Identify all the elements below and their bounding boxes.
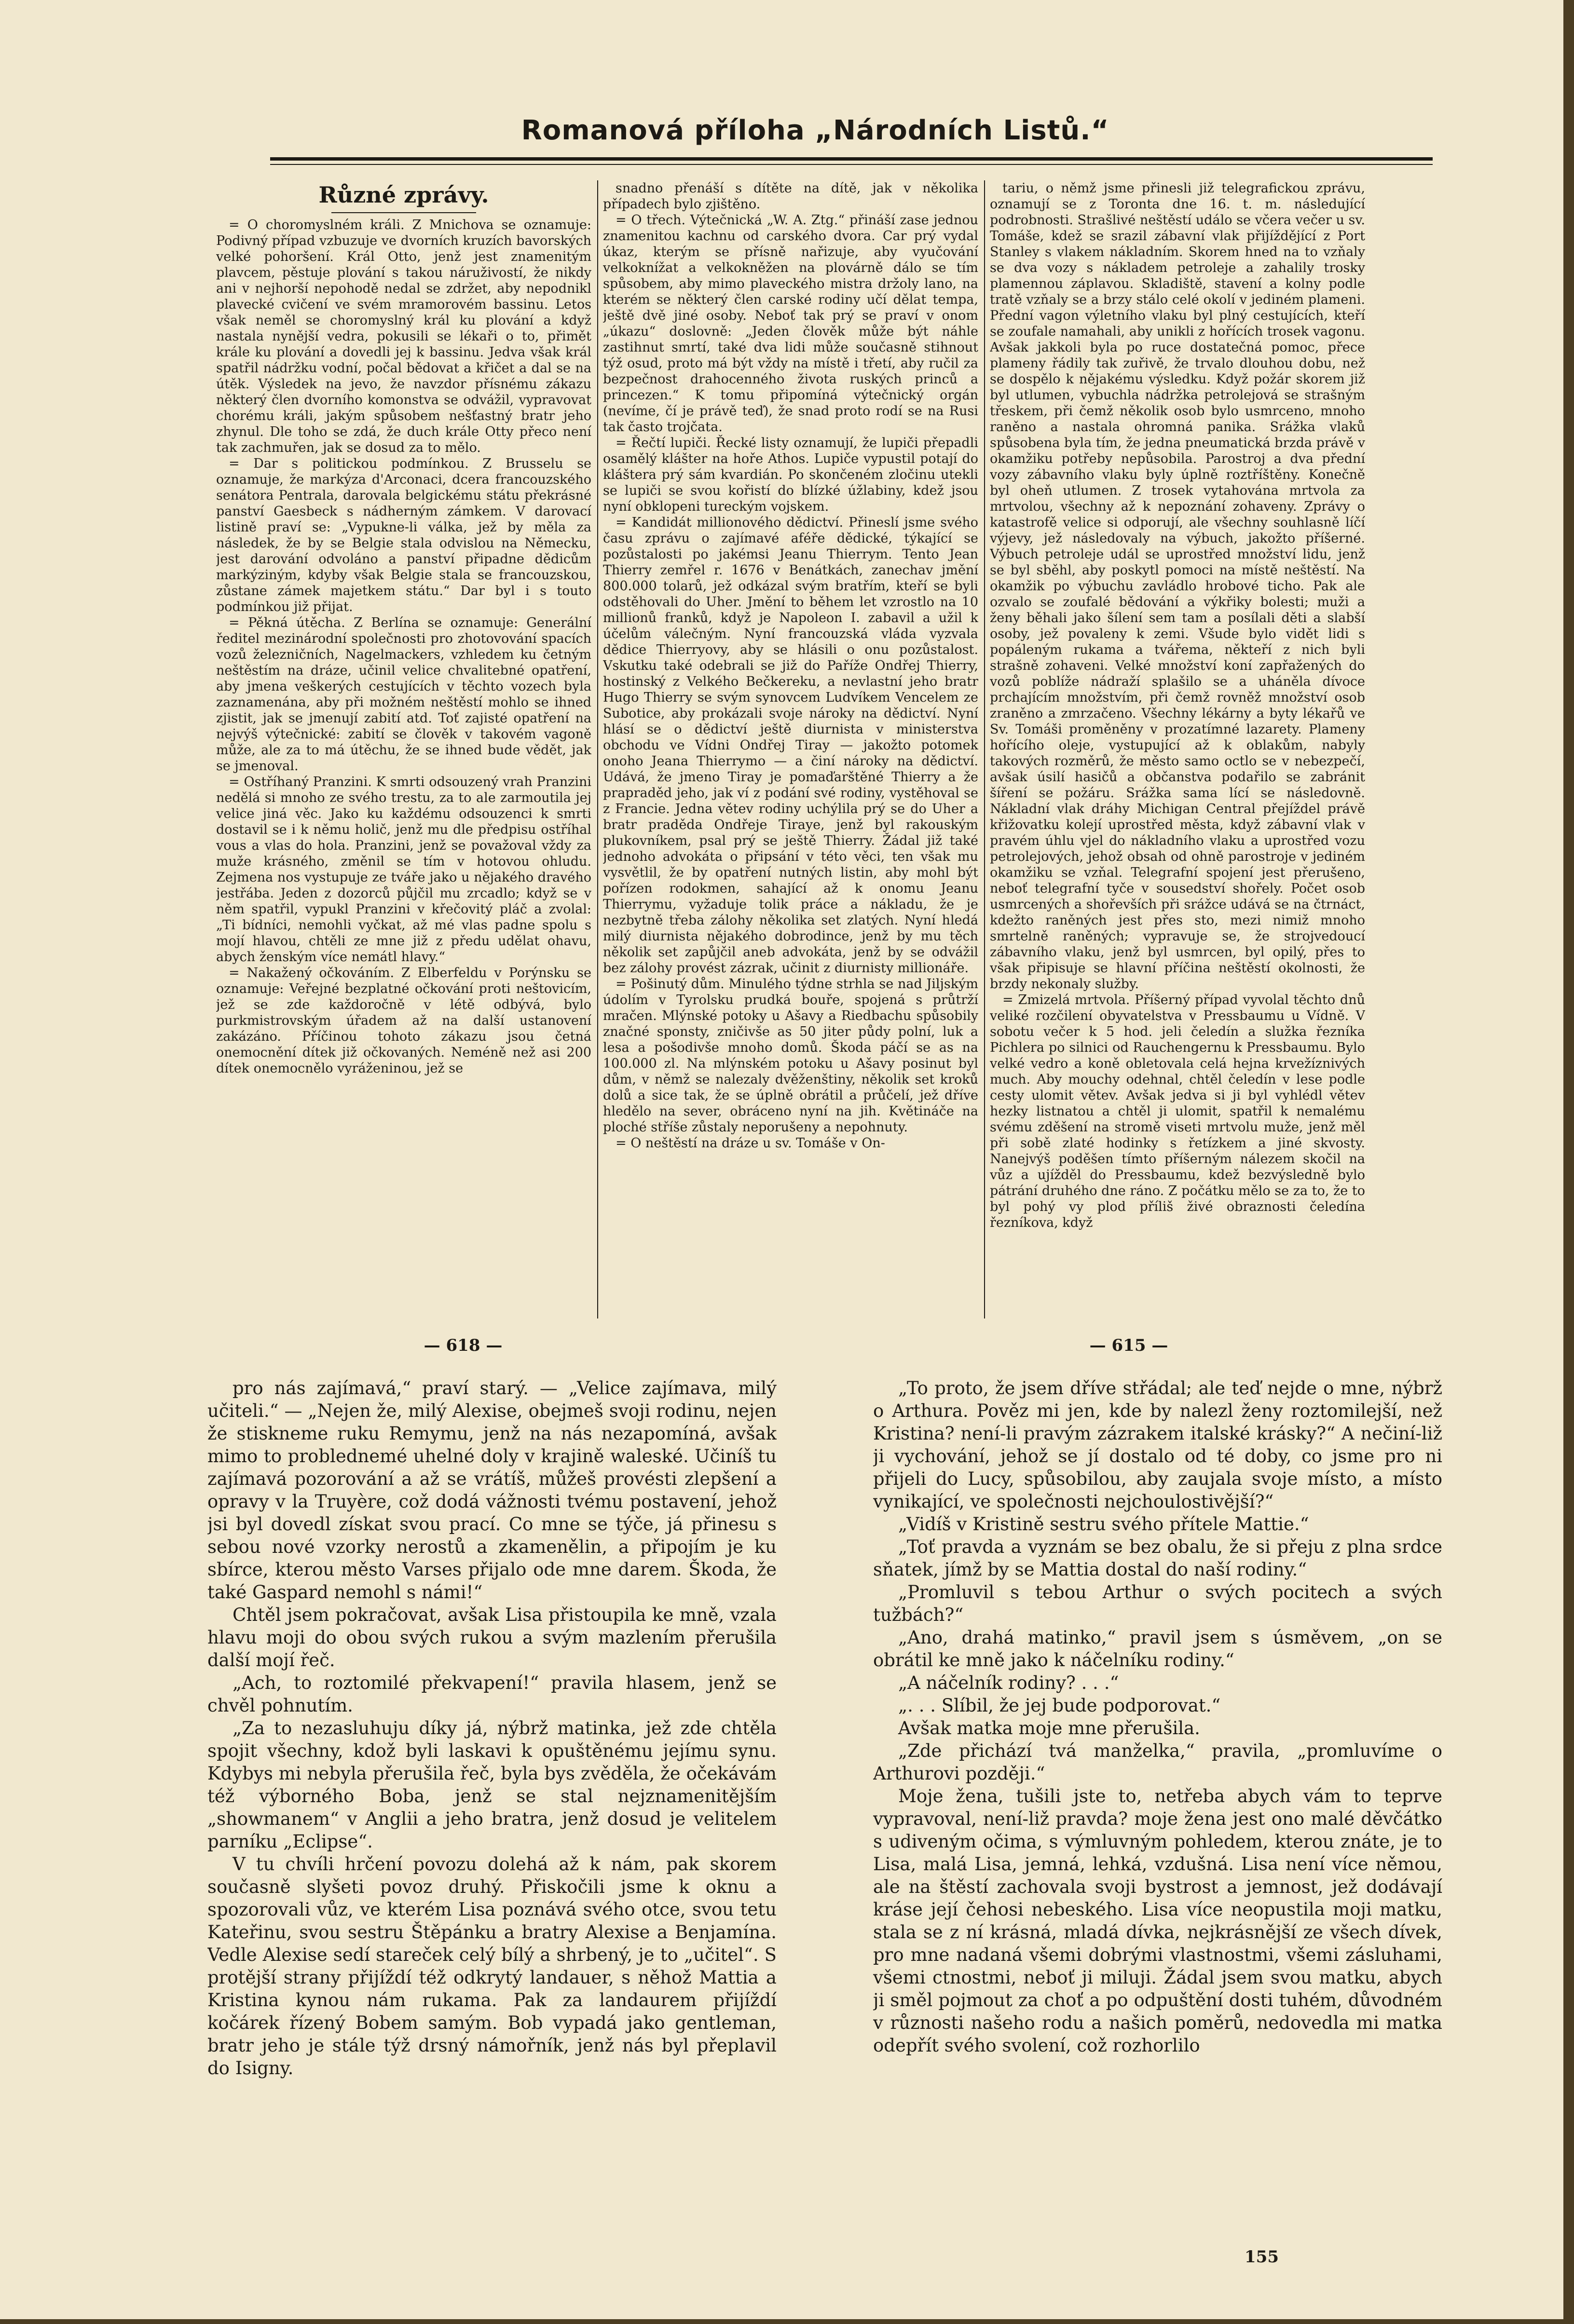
page-edge-right	[1563, 0, 1574, 2324]
page-edge-bottom	[0, 2319, 1574, 2324]
story-paragraph: Chtěl jsem pokračovat, avšak Lisa přistoupila ke mně, vzala hlavu moji do obou svých rukou a svým mazlením přerušila další mojí řeč.	[207, 1604, 777, 1671]
news-item: = Dar s politickou podmínkou. Z Brusselu se oznamuje, že markýza d'Arconaci, dcera francouzského senátora Pentrala, darovala belgickému státu překrásné panství Gaesbeck s nádherným zámkem. V darovací listině praví se: „Vypukne-li válka, jež by měla za následek, že by se Belgie stala odvislou na Německu, jest darování odvoláno a panství připadne dědicům markýziným, kdyby však Belgie stala se francouzskou, zůstane zámek majetkem státu.“ Dar byl i s touto podmínkou již přijat.	[216, 456, 591, 614]
news-column-3	[990, 180, 1365, 1318]
story-paragraph: „Ano, drahá matinko,“ pravil jsem s úsměvem, „on se obrátil ke mně jako k náčelníku rodiny.“	[873, 1627, 1442, 1671]
news-item: = Pěkná útěcha. Z Berlína se oznamuje: Generální ředitel mezinárodní společnosti pro zhotovování spacích vozů železničních, Nagelmackers, vzhledem ku četným neštěstím na dráze, učinil velice chvalitebné opatření, aby jmena veškerých cestujících v těchto vozech byla zaznamenána, aby při možném neštěstí mohlo se ihned zjistit, jak se jmenují zabití atd. Toť zajisté opatření na nejvýš výtečnické: zabití se člověk v takovém vagoně může, ale za to má útěchu, že se ihned bude vědět, jak se jmenoval.	[216, 615, 591, 774]
news-item: = Kandidát millionového dědictví. Přineslí jsme svého času zprávu o zajímavé aféře dědické, týkající se pozůstalosti po jakémsi Jeanu Thierrym. Tento Jean Thierry zemřel r. 1676 v Benátkách, zanechav jmění 800.000 tolarů, jež odkázal svým bratřím, kteří se byli odstěhovali do Uher. Jmění to během let vzrostlo na 10 millionů franků, když je Napoleon I. zabavil a užil k účelům válečným. Nyní francouzská vláda vyzvala dědice Thierryovy, aby se hlásili o onu pozůstalost. Vskutku také odebrali se již do Paříže Ondřej Thierry, hostinský z Velkého Bečkereku, a nevlastní jeho bratr Hugo Thierry se svým synovcem Ludvíkem Vencelem ze Subotice, aby prokázali svoje nároky na dědictví. Nyní hlásí se o dědictví ještě diurnista v ministerstva obchodu ve Vídni Ondřej Tiray — jakožto potomek onoho Jeana Thierrymo — a činí nároky na dědictví. Udává, že jmeno Tiray je pomaďarštěné Thierry a že prapraděd jeho, jak ví z podání své rodiny, vystěhoval se z Francie. Jedna větev rodiny uchýlila prý se do Uher a bratr praděda Ondřeje Tiraye, jenž byl rakouským plukovníkem, psal prý se ještě Thierry. Žádal již také jednoho advokáta o připsání v této věci, ten však mu vysvětlil, že by opatření nutných listin, aby mohl být pořízen rodokmen, sahající až k onomu Jeanu Thierrymu, vyžaduje tolik práce a nákladu, že je nezbytně třeba zálohy několika set zlatých. Nyní hledá milý diurnista nějakého dobrodince, jenž by mu těch několik set zapůjčil aneb advokáta, jenž by se odvážil bez zálohy provést zázrak, učinit z diurnisty millionáře.	[603, 515, 978, 976]
story-paragraph: „To proto, že jsem dříve střádal; ale teď nejde o mne, nýbrž o Arthura. Pověz mi jen, kde by nalezl ženy roztomilejší, než Kristina? není-li pravým zázrakem italské krásky?“ A nečiní-liž ji vychování, jehož se jí dostalo od té doby, co jsme pro ni přijeli do Lucy, spůsobilou, aby zaujala svoje místo, a místo vynikající, ve společnosti nejchoulostivější?“	[873, 1378, 1442, 1512]
story-paragraph: „Toť pravda a vyznám se bez obalu, že si přeju z plna srdce sňatek, jímž by se Mattia dostal do naší rodiny.“	[873, 1536, 1442, 1580]
news-item: = O třech. Výtečnická „W. A. Ztg.“ přináší zase jednou znamenitou kachnu od carského dvora. Car prý vydal úkaz, kterým se přísně nařizuje, aby vyučování velkoknížat a velkokněžen na plovárně dálo se tím spůsobem, aby mimo plaveckého mistra držoly lano, na kterém se některý člen carské rodiny učí dělat tempa, ještě dvě jiné osoby. Neboť tak prý se praví v onom „úkazu“ doslovně: „Jeden člověk může být náhle zastihnut smrtí, také dva lidi může současně stihnout týž osud, proto má být vždy na místě i třetí, aby ručil za bezpečnost drahocenného života ruských princů a princezen.“ K tomu připomíná výtečnický orgán (nevíme, čí je právě teď), že snad proto rodí se na Rusi tak často trojčata.	[603, 213, 978, 435]
story-paragraph: Moje žena, tušili jste to, netřeba abych vám to teprve vypravoval, není-liž pravda? moje žena jest ono malé děvčátko s udiveným očima, s výmluvným pohledem, kterou znáte, je to Lisa, malá Lisa, jemná, lehká, vzdušná. Lisa není více němou, ale na štěstí zachovala svoji bystrost a jemnost, jež dodávají kráse její čehosi nebeského. Lisa více neopustila moji matku, stala se z ní krásná, mladá dívka, nejkrásnější ze všech dívek, pro mne nadaná všemi dobrými vlastnostmi, všemi zásluhami, všemi ctnostmi, neboť ji miluji. Žádal jsem svou matku, abych ji směl pojmout za choť a po odpuštění dosti tuhém, důvodném v různosti našeho rodu a našich poměrů, nedovedla mi matka odepřít svého svolení, což rozhorlilo	[873, 1786, 1442, 2056]
news-column-1	[216, 180, 591, 1318]
story-paragraph: „. . . Slíbil, že jej bude podporovat.“	[898, 1695, 1221, 1716]
story-paragraph: „Ach, to roztomilé překvapení!“ pravila hlasem, jenž se chvěl pohnutím.	[207, 1672, 777, 1716]
story-paragraph: V tu chvíli hrčení povozu dolehá až k nám, pak skorem současně slyšeti povoz druhý. Přiskočili jsme k oknu a spozorovali vůz, ve kterém Lisa poznává svého otce, svou tetu Kateřinu, svou sestru Štěpánku a bratry Alexise a Benjamína. Vedle Alexise sedí stareček celý bílý a shrbený, je to „učitel“. S protější strany přijíždí též odkrytý landauer, s něhož Mattia a Kristina kynou nám rukama. Pak za landaurem přijíždí kočárek řízený Bobem samým. Bob vypadá jako gentleman, bratr jeho je stále týž drsný námořník, jenž nás byl přeplavil do Isigny.	[207, 1854, 777, 2079]
news-item: = O neštěstí na dráze u sv. Tomáše v On-	[616, 1136, 885, 1151]
masthead-rule	[270, 157, 1433, 161]
column-separator	[984, 180, 985, 1318]
story-page-left	[207, 1377, 777, 2235]
page-number-right: — 615 —	[1089, 1336, 1168, 1355]
news-item: snadno přenáší s dítěte na dítě, jak v několika případech bylo zjištěno.	[603, 181, 978, 212]
masthead: Romanová příloha „Národních Listů.“	[521, 115, 1109, 146]
story-paragraph: „A náčelník rodiny? . . .“	[898, 1672, 1119, 1693]
news-item: = Pošinutý dům. Minulého týdne strhla se nad Jiljským údolím v Tyrolsku prudká bouře, spojená s průtrží mračen. Mlýnské potoky u Ašavy a Riedbachu spůsobily značné sponsty, zničivše as 50 jiter půdy polní, luk a lesa a pošodivše mnoho domů. Škoda páčí se as na 100.000 zl. Na mlýnském potoku u Ašavy posinut byl dům, v němž se nalezaly dvěženštiny, několik set kroků dolů a sice tak, že se úplně obrátil a průčelí, jež dříve hledělo na sever, obráceno nyní na jih. Květináče na ploché stříše zůstaly neporušeny a nepohnuty.	[603, 977, 978, 1135]
section-title: Různé zprávy.	[216, 180, 591, 213]
story-paragraph: „Za to nezasluhuju díky já, nýbrž matinka, jež zde chtěla spojit všechny, kdož byli laskavi k opuštěnému jejímu synu. Kdybys mi nebyla přerušila řeč, byla bys zvěděla, že očekávám též výborného Boba, jenž se stal nejznamenitějším „showmanem“ v Anglii a jeho bratra, jenž dosud je velitelem parníku „Eclipse“.	[207, 1718, 777, 1852]
story-paragraph: „Zde přichází tvá manželka,“ pravila, „promluvíme o Arthurovi později.“	[873, 1740, 1442, 1784]
column-separator	[597, 180, 598, 1318]
story-page-right	[873, 1377, 1442, 2235]
news-item: = O choromyslném králi. Z Mnichova se oznamuje: Podivný případ vzbuzuje ve dvorních kruzích bavorských velké pohoršení. Král Otto, jenž jest znamenitým plavcem, pěstuje plování s takou náruživostí, že nikdy ani v nejhorší nepohodě nedal se zdržet, aby nepodnikl plavecké cvičení ve svém mramorovém bassinu. Letos však neměl se choromyslný král ku plování a když nastala nynější vedra, pokusili se lékaři o to, přimět krále ku plování a dovedli jej k bassinu. Jedva však král spatřil nádržku vodní, počal bědovat a křičet a dal se na útěk. Výsledek na jevo, že navzdor přísnému zákazu některý člen dvorního komonstva se odvážil, vypravovat chorému králi, jakým spůsobem nešťastný bratr jeho zhynul. Dle toho se zdá, že duch krále Otty přeco není tak zachmuřen, jak se dosud za to mělo.	[216, 217, 591, 455]
story-paragraph: pro nás zajímavá,“ praví starý. — „Velice zajímava, milý učiteli.“ — „Nejen že, milý Alexise, obejmeš svoji rodinu, nejen že stiskneme ruku Remymu, jenž na nás nezapomíná, avšak mimo to problednemé uhelné doly v krajině waleské. Učiníš tu zajímavá pozorování a až se vrátíš, můžeš provésti zlepšení a opravy v la Truyère, což dodá vážnosti tvému postavení, jehož jsi byl dovedl získat svou prací. Co mne se týče, já přinesu s sebou nové vzorky nerostů a zkamenělin, a připojím je ku sbírce, kterou město Varses přijalo ode mne darem. Škoda, že také Gaspard nemohl s námi!“	[207, 1378, 777, 1603]
folio-number: 155	[1245, 2247, 1279, 2267]
news-item: tariu, o němž jsme přinesli již telegrafickou zprávu, oznamují se z Toronta dne 16. t. m. následující podrobnosti. Strašlivé neštěstí událo se včera večer u sv. Tomáše, kdež se srazil zábavní vlak přijíždějící z Port Stanley s vlakem nákladním. Skorem hned na to vzňaly se dva vozy s nákladem petroleje a zahalily trosky plamennou záplavou. Skladiště, stavení a kolny podle tratě vzňaly se a brzy stálo celé okolí v jediném plameni. Přední vagon výletního vlaku byl plný cestujících, kteří se zoufale namahali, aby unikli z hořících trosek vagonu. Avšak jakkoli byla po ruce dostatečná pomoc, přece plameny řádily tak zuřivě, že trvalo dlouhou dobu, než se dospělo k nějakému výsledku. Když požár skorem již byl utlumen, vybuchla nádržka petrolejová se strašným třeskem, při čemž několik osob bylo usmrceno, mnoho raněno a nastala ohromná panika. Srážka vlaků spůsobena byla tím, že jedna pneumatická brzda právě v okamžiku potřeby nepůsobila. Parostroj a dva přední vozy zábavního vlaku byly úplně roztříštěny. Konečně byl oheň utlumen. Z trosek vytahována mrtvola za mrtvolou, všechny až k nepoznání zohaveny. Zprávy o katastrofě velice si odporují, ale všechny souhlasně líčí výjevy, jež následovaly na výbuch, jakožto příšerné. Výbuch petroleje udál se uprostřed množství lidu, jenž se byl sběhl, aby poskytl pomoci na místě neštěstí. Na okamžik po výbuchu zavládlo hrobové ticho. Pak ale ozvalo se zoufalé bědování a výkřiky bolesti; muži a ženy běhali jako šílení sem tam a posílali děti a slabší osoby, jež povaleny k zemi. Všude bylo vidět lidi s popáleným rukama a tvářema, někteří z nich byli strašně zohaveni. Velké množství koní zapřažených do vozů poblíže nádraží splašilo se a uháněla dívoce prchajícím množstvím, při čemž rovněž množství osob zraněno a zmrzačeno. Všechny lékárny a byty lékařů ve Sv. Tomáši proměněny v prozatímné lazarety. Plameny hořícího oleje, vystupující až k oblakům, nabyly takových rozměrů, že město samo octlo se v nebezpečí, avšak úsilí hasičů a občanstva podařilo se zabránit šíření se požáru. Srážka sama lící se následovně. Nákladní vlak dráhy Michigan Central přejíždel právě křižovatku kolejí uprostřed města, když zábavní vlak v pravém úhlu vjel do nákladního vlaku a uprostřed vozu petrolejových, jehož obsah od ohně parostroje v jediném okamžiku se vzňal. Telegrafní spojení jest přerušeno, neboť telegrafní tyče v sousedství shořely. Počet osob usmrcených a shořevších při srážce udává se na čtrnáct, kdežto raněných jest přes sto, mezi nimiž mnoho smrtelně raněných; vypravuje se, že strojvedoucí zábavního vlaku, jenž byl usmrcen, byl opilý, přes to však připisuje se hlavní příčina neštěstí okolnosti, že brzdy nekonaly služby.	[990, 181, 1365, 992]
story-paragraph: „Vidíš v Kristině sestru svého přítele Mattie.“	[898, 1514, 1309, 1535]
news-item: = Zmizelá mrtvola. Příšerný případ vyvolal těchto dnů veliké rozčilení obyvatelstva v Pressbaumu u Vídně. V sobotu večer k 5 hod. jeli čeledín a služka řezníka Pichlera po silnici od Rauchengernu k Pressbaumu. Bylo velké vedro a koně obletovala celá hejna krvežíznivých much. Aby mouchy odehnal, chtěl čeledín v lese podle cesty ulomit větev. Avšak jedva si ji byl vyhlédl větev hezky listnatou a chtěl ji ulomit, spatřil k nemalému svému zděšení na stromě viseti mrtvolu muže, jenž měl při sobě zlaté hodinky s řetízkem a jiné skvosty. Nanejvýš poděšen tímto příšerným nálezem skočil na vůz a ujížděl do Pressbaumu, kdež bezvýsledně bylo pátrání druhého dne ráno. Z počátku mělo se za to, že to byl pohý vy plod příliš živé obraznosti čeledína řezníkova, když	[990, 992, 1365, 1230]
news-column-2	[603, 180, 978, 1318]
news-item: = Ostříhaný Pranzini. K smrti odsouzený vrah Pranzini nedělá si mnoho ze svého trestu, za to ale zarmoutila jej velice jiná věc. Jako ku každému odsouzenci k smrti dostavil se i k němu holič, jenž mu dle předpisu ostříhal vous a vlas do hola. Pranzini, jenž se považoval vždy za muže krásného, změnil se tím v hotovou ohludu. Zejmena nos vystupuje ze tváře jako u nějakého dravého jestřába. Jeden z dozorců půjčil mu zrcadlo; když se v něm spatřil, vypukl Pranzini v křečovitý pláč a zvolal: „Ti bídníci, nemohli vyčkat, až mé vlas padne spolu s mojí hlavou, chtěli ze mne již z předu udělat ohavu, abych ženským více nemátl hlavy.“	[216, 775, 591, 965]
masthead-rule-thin	[270, 164, 1433, 165]
story-paragraph: Avšak matka moje mne přerušila.	[898, 1718, 1200, 1739]
news-item: = Nakažený očkováním. Z Elberfeldu v Porýnsku se oznamuje: Veřejné bezplatné očkování proti neštovicím, jež se zde každoročně v létě odbývá, bylo purkmistrovským úřadem až na další ustanovení zakázáno. Příčinou tohoto zákazu jsou četná onemocnění dítek již očkovaných. Neméně než asi 200 dítek onemocnělo vyráženinou, jež se	[216, 965, 591, 1076]
news-item: = Řečtí lupiči. Řecké listy oznamují, že lupiči přepadli osamělý klášter na hoře Athos. Lupiče vypustil potají do kláštera prý sám kvardián. Po skončeném zločinu utekli se lupiči se svou kořistí do blízké úžlabiny, kdež jsou nyní obklopeni tureckým vojskem.	[603, 435, 978, 514]
page-number-left: — 618 —	[424, 1336, 503, 1355]
story-paragraph: „Promluvil s tebou Arthur o svých pocitech a svých tužbách?“	[873, 1582, 1442, 1625]
